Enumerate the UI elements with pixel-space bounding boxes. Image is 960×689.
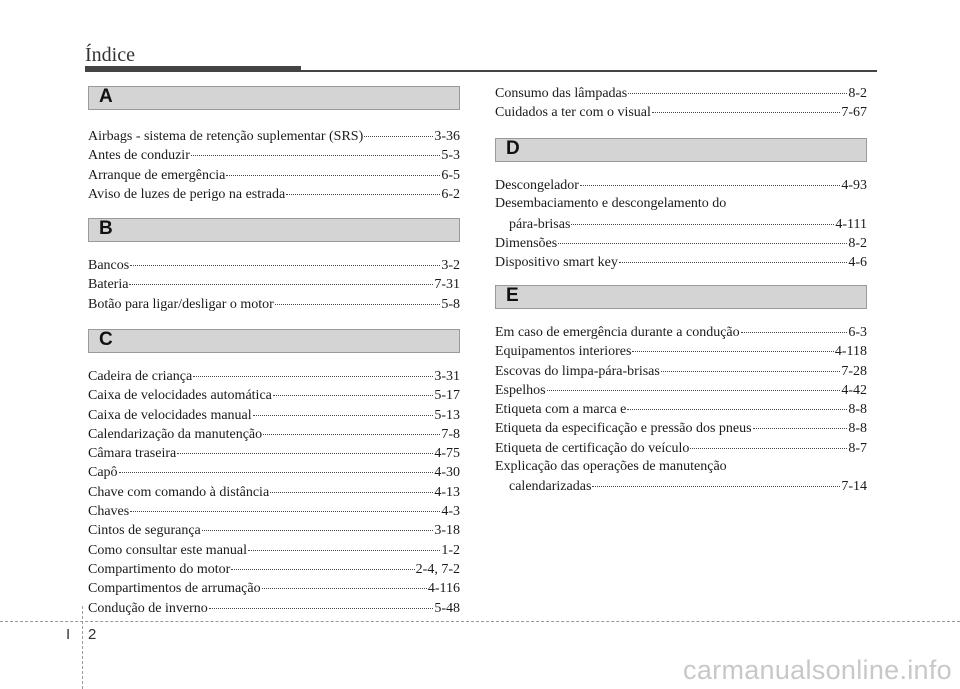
index-entry[interactable]: Airbags - sistema de retenção suplementar (SRS) 3-36	[88, 126, 460, 145]
section-header-b	[88, 218, 460, 242]
index-entry[interactable]: Cadeira de criança 3-31	[88, 366, 460, 385]
index-entry[interactable]: Como consultar este manual 1-2	[88, 540, 460, 559]
index-entry[interactable]: Aviso de luzes de perigo na estrada 6-2	[88, 184, 460, 203]
section-letter: A	[99, 86, 113, 107]
index-entry[interactable]: Em caso de emergência durante a condução 6-3	[495, 322, 867, 341]
footer-vertical-rule	[82, 606, 83, 689]
section-code: I	[66, 626, 71, 643]
index-entry[interactable]: Equipamentos interiores 4-118	[495, 341, 867, 360]
index-entry[interactable]: Compartimento do motor 2-4, 7-2	[88, 559, 460, 578]
index-entry[interactable]: Dispositivo smart key 4-6	[495, 252, 867, 271]
index-entry[interactable]: Caixa de velocidades automática 5-17	[88, 385, 460, 404]
index-entry[interactable]: Descongelador 4-93	[495, 175, 867, 194]
section-c-continued-entries	[495, 83, 867, 122]
index-entry[interactable]: Compartimentos de arrumação 4-116	[88, 578, 460, 597]
section-c-entries	[88, 366, 460, 617]
index-entry[interactable]: Chaves 4-3	[88, 501, 460, 520]
index-entry[interactable]: Cintos de segurança 3-18	[88, 520, 460, 539]
section-letter: B	[99, 218, 113, 239]
index-entry[interactable]: Bateria 7-31	[88, 274, 460, 293]
section-a-entries	[88, 126, 460, 203]
index-entry[interactable]: Calendarização da manutenção 7-8	[88, 424, 460, 443]
index-entry[interactable]: Etiqueta com a marca e 8-8	[495, 399, 867, 418]
index-entry[interactable]: Caixa de velocidades manual 5-13	[88, 405, 460, 424]
section-header-c	[88, 329, 460, 353]
index-entry-line1[interactable]: Explicação das operações de manutenção	[495, 459, 727, 475]
index-entry[interactable]: Etiqueta da especificação e pressão dos pneus 8-8	[495, 418, 867, 437]
index-entry[interactable]: Arranque de emergência 6-5	[88, 165, 460, 184]
page-title: Índice	[85, 44, 135, 66]
index-entry[interactable]: Capô 4-30	[88, 462, 460, 481]
index-entry[interactable]: Chave com comando à distância 4-13	[88, 482, 460, 501]
index-entry[interactable]: Bancos 3-2	[88, 255, 460, 274]
footer-rule	[0, 621, 960, 622]
index-entry-line2[interactable]: calendarizadas 7-14	[495, 476, 867, 495]
section-letter: E	[506, 285, 519, 306]
index-entry[interactable]: Escovas do limpa-pára-brisas 7-28	[495, 361, 867, 380]
index-entry-line1[interactable]: Desembaciamento e descongelamento do	[495, 196, 727, 212]
index-entry[interactable]: Antes de conduzir 5-3	[88, 145, 460, 164]
index-entry-line2[interactable]: pára-brisas 4-111	[495, 214, 867, 233]
section-e-entries	[495, 322, 867, 496]
section-header-a	[88, 86, 460, 110]
index-entry[interactable]: Consumo das lâmpadas 8-2	[495, 83, 867, 102]
index-entry[interactable]: Condução de inverno 5-48	[88, 598, 460, 617]
section-header-e	[495, 285, 867, 309]
section-letter: C	[99, 329, 113, 350]
index-entry[interactable]: Etiqueta de certificação do veículo 8-7	[495, 438, 867, 457]
index-entry[interactable]: Dimensões 8-2	[495, 233, 867, 252]
index-entry[interactable]: Cuidados a ter com o visual 7-67	[495, 102, 867, 121]
watermark: carmanualsonline.info	[683, 655, 952, 685]
index-entry[interactable]: Espelhos 4-42	[495, 380, 867, 399]
section-header-d	[495, 138, 867, 162]
page-number: 2	[88, 626, 97, 643]
header-rule-thin	[85, 70, 877, 72]
section-letter: D	[506, 138, 520, 159]
index-entry[interactable]: Câmara traseira 4-75	[88, 443, 460, 462]
section-d-entries	[495, 175, 867, 271]
index-entry[interactable]: Botão para ligar/desligar o motor 5-8	[88, 294, 460, 313]
section-b-entries	[88, 255, 460, 313]
